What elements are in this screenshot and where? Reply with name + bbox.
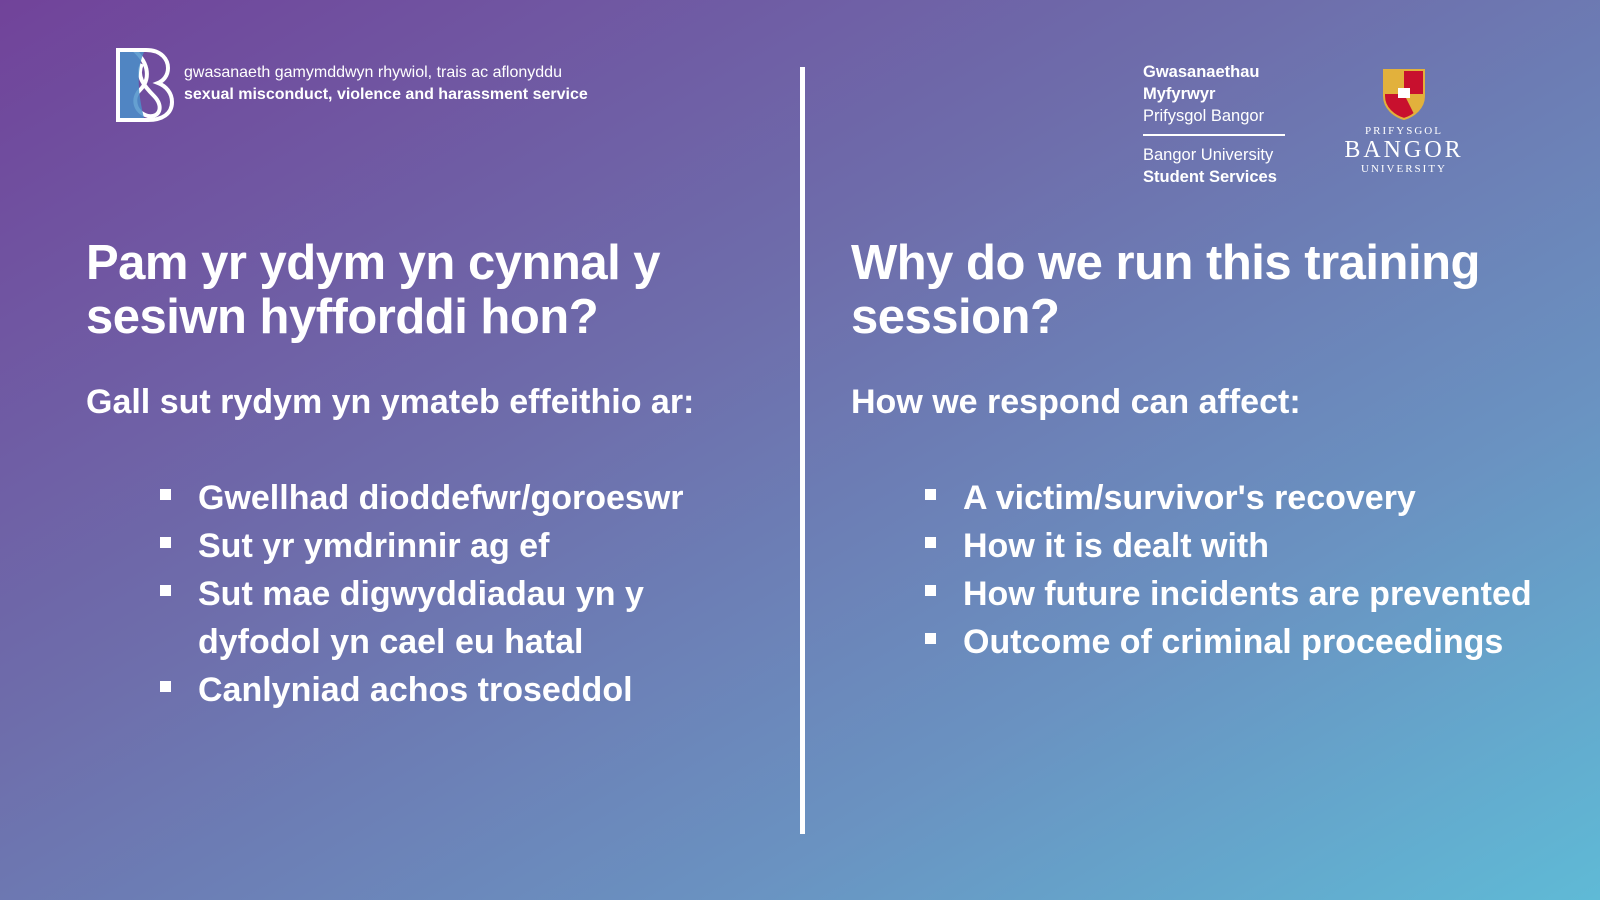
services-en-line1: Bangor University — [1143, 146, 1274, 164]
english-title: Why do we run this training session? — [851, 236, 1480, 344]
welsh-title: Pam yr ydym yn cynnal y sesiwn hyfforddi hon? — [86, 236, 661, 344]
welsh-intro: Gall sut rydym yn ymateb effeithio ar: — [86, 383, 695, 421]
list-item: Canlyniad achos troseddol — [198, 666, 806, 714]
list-item: How future incidents are prevented — [963, 570, 1591, 618]
english-intro: How we respond can affect: — [851, 383, 1301, 421]
list-item: Sut yr ymdrinnir ag ef — [198, 522, 806, 570]
list-item: A victim/survivor's recovery — [963, 474, 1591, 522]
prifysgol-label: PRIFYSGOL — [1365, 125, 1443, 137]
services-en-line2: Student Services — [1143, 168, 1277, 186]
welsh-column — [86, 236, 806, 714]
services-cy-line2: Myfyrwyr — [1143, 85, 1216, 103]
list-item: Gwellhad dioddefwr/goroeswr — [198, 474, 806, 522]
english-bullet-list — [851, 474, 1591, 666]
logo-welsh-tagline: gwasanaeth gamymddwyn rhywiol, trais ac aflonyddu — [184, 64, 562, 81]
welsh-bullet-list — [86, 474, 806, 714]
student-services-label — [1143, 61, 1285, 188]
university-crest-icon — [1380, 68, 1428, 120]
list-item: How it is dealt with — [963, 522, 1591, 570]
services-divider — [1143, 134, 1285, 136]
logo-english-tagline: sexual misconduct, violence and harassment service — [184, 86, 588, 103]
service-logo — [114, 46, 588, 122]
services-cy-line3: Prifysgol Bangor — [1143, 107, 1265, 125]
university-label: UNIVERSITY — [1361, 163, 1447, 175]
english-column — [851, 236, 1591, 666]
services-cy-line1: Gwasanaethau — [1143, 63, 1260, 81]
list-item: Sut mae digwyddiadau yn y dyfodol yn cael eu hatal — [198, 570, 698, 666]
bangor-university-logo — [1336, 68, 1472, 175]
bangor-label: BANGOR — [1344, 137, 1464, 163]
list-item: Outcome of criminal proceedings — [963, 618, 1591, 666]
ribbon-b-logo-icon — [114, 46, 174, 122]
